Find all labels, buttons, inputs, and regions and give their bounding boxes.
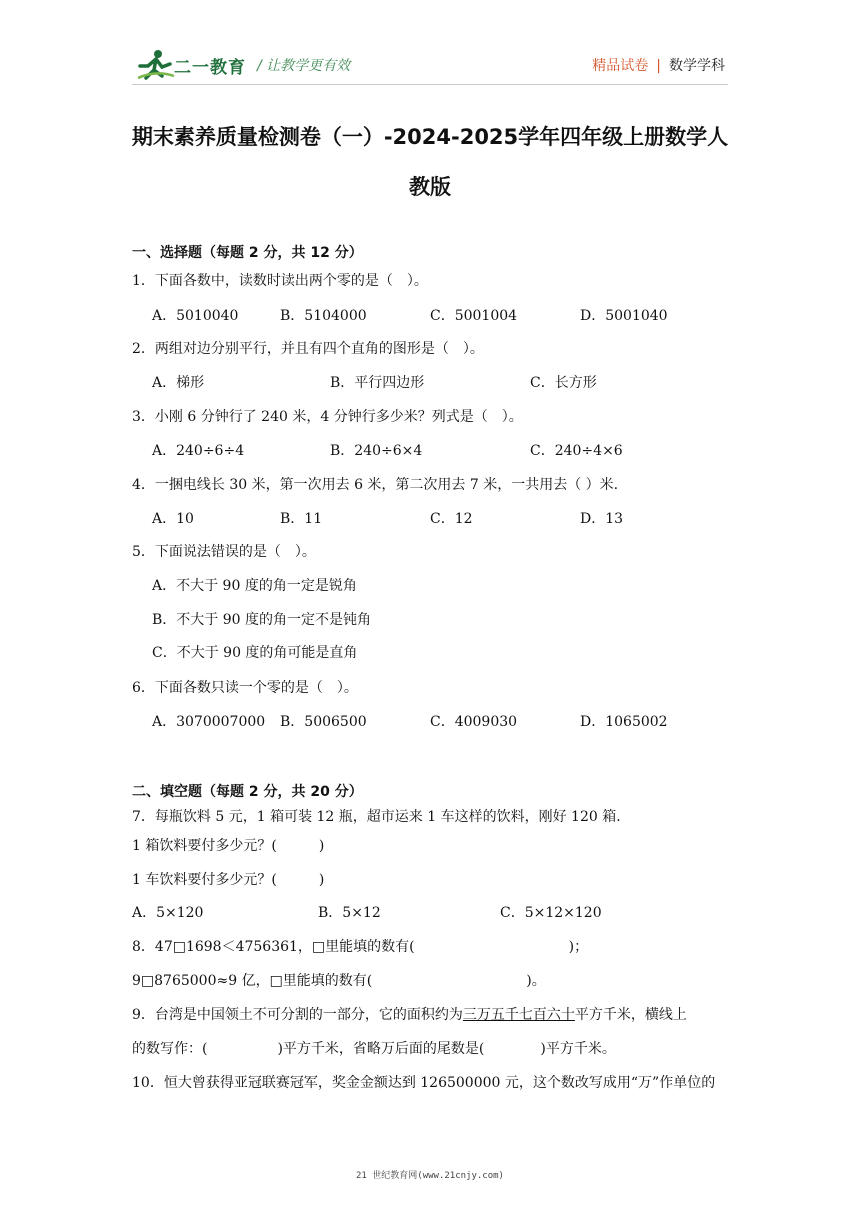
- question-4-stem: 4．一捆电线长 30 米，第一次用去 6 米，第二次用去 7 米，一共用去（ ）米.: [132, 477, 619, 493]
- question-10-line-1: 10．恒大曾获得亚冠联赛冠军，奖金金额达到 126500000 元，这个数改写成用“万”作单位的: [132, 1075, 716, 1091]
- q3-option-c: C．240÷4×6: [530, 443, 623, 459]
- tag-separator: |: [656, 58, 661, 74]
- q4-option-c: C．12: [430, 511, 473, 527]
- q1-option-a: A．5010040: [152, 308, 239, 324]
- question-9-line-1: [132, 1004, 687, 1024]
- q5-option-b: B．不大于 90 度的角一定不是钝角: [152, 612, 372, 628]
- header-divider: [132, 84, 728, 85]
- q6-option-c: C．4009030: [430, 714, 518, 730]
- page-header: [0, 0, 860, 92]
- tag-subject: 数学学科: [669, 58, 725, 74]
- q7-option-b: B．5×12: [318, 905, 381, 921]
- q4-option-a: A．10: [152, 511, 194, 527]
- q4-option-d: D．13: [580, 511, 624, 527]
- runner-logo-icon: [136, 48, 176, 80]
- q2-option-b: B．平行四边形: [330, 375, 425, 391]
- q2-option-a: A．梯形: [152, 375, 205, 391]
- question-8-line-1: 8．47□1698＜4756361，□里能填的数有( )；: [132, 939, 589, 955]
- q3-option-a: A．240÷6÷4: [152, 443, 245, 459]
- q1-option-d: D．5001040: [580, 308, 668, 324]
- question-5-stem: 5．下面说法错误的是（ ）。: [132, 544, 316, 560]
- page-title: 期末素养质量检测卷（一）-2024-2025学年四年级上册数学人教版: [131, 125, 729, 199]
- section-2-heading: 二、填空题（每题 2 分，共 20 分）: [132, 784, 363, 800]
- q6-option-d: D．1065002: [580, 714, 668, 730]
- q7-option-c: C．5×12×120: [500, 905, 602, 921]
- q6-option-a: A．3070007000: [152, 714, 266, 730]
- page-footer: 21 世纪教育网(www.21cnjy.com): [356, 1171, 504, 1181]
- question-7-stem: 7．每瓶饮料 5 元，1 箱可装 12 瓶，超市运来 1 车这样的饮料，刚好 120 箱.: [132, 809, 621, 825]
- q4-option-b: B．11: [280, 511, 323, 527]
- q1-option-c: C．5001004: [430, 308, 518, 324]
- q1-option-b: B．5104000: [280, 308, 367, 324]
- question-9-line-2: 的数写作：( )平方千米，省略万后面的尾数是( )平方千米。: [132, 1041, 616, 1057]
- q9-text-pre: 9．台湾是中国领土不可分割的一部分，它的面积约为: [132, 1007, 463, 1023]
- logo: [136, 48, 246, 80]
- question-3-stem: 3．小刚 6 分钟行了 240 米，4 分钟行多少米？列式是（ ）。: [132, 409, 523, 425]
- question-7-sub-1: 1 箱饮料要付多少元？( ): [132, 838, 325, 854]
- slogan: / 让教学更有效: [257, 58, 351, 74]
- question-8-line-2: 9□8765000≈9 亿，□里能填的数有( )。: [132, 973, 546, 989]
- q6-option-b: B．5006500: [280, 714, 367, 730]
- question-1-stem: 1．下面各数中，读数时读出两个零的是（ ）。: [132, 273, 428, 289]
- section-1-heading: 一、选择题（每题 2 分，共 12 分）: [132, 245, 363, 261]
- q3-option-b: B．240÷6×4: [330, 443, 423, 459]
- header-tags: [592, 55, 725, 75]
- tag-premium: 精品试卷: [592, 58, 649, 74]
- q5-option-a: A．不大于 90 度的角一定是锐角: [152, 578, 357, 594]
- logo-text: 二一教育: [174, 58, 246, 78]
- question-7-sub-2: 1 车饮料要付多少元？( ): [132, 872, 325, 888]
- q2-option-c: C．长方形: [530, 375, 597, 391]
- q9-text-post: 平方千米，横线上: [574, 1007, 687, 1023]
- q5-option-c: C．不大于 90 度的角可能是直角: [152, 645, 358, 661]
- question-2-stem: 2．两组对边分别平行，并且有四个直角的图形是（ ）。: [132, 341, 484, 357]
- question-6-stem: 6．下面各数只读一个零的是（ ）。: [132, 680, 358, 696]
- q7-option-a: A．5×120: [132, 905, 204, 921]
- q9-underlined-number: 三万五千七百六十: [462, 1007, 575, 1023]
